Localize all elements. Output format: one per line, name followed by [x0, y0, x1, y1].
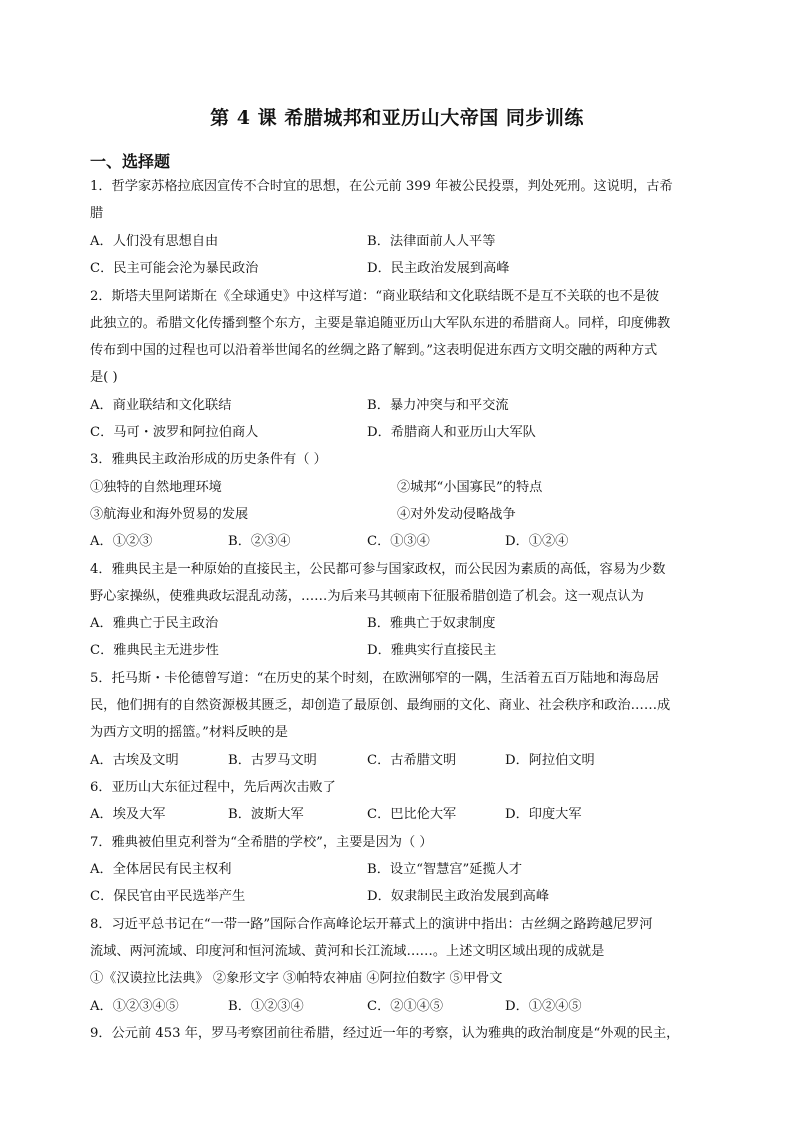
q6-stem-line: 6．亚历山大东征过程中，先后两次击败了 [90, 780, 336, 795]
q9-stem-line: 9．公元前 453 年，罗马考察团前往希腊，经过近一年的考察，认为雅典的政治制度是“外观的民主， [90, 1026, 680, 1041]
q3-condition-3: ③航海业和海外贸易的发展 [90, 507, 249, 522]
q2-option-a: A．商业联结和文化联结 [90, 398, 232, 413]
q3-condition-4: ④对外发动侵略战争 [397, 507, 516, 522]
q1-stem-line: 腊 [90, 206, 104, 221]
q3-stem-line: 3．雅典民主政治形成的历史条件有（ ） [90, 452, 327, 467]
q5-stem-line: 为西方文明的摇篮。”材料反映的是 [90, 725, 288, 740]
q1-option-a: A．人们没有思想自由 [90, 234, 219, 249]
q6-option-a: A．埃及大军 [90, 807, 166, 822]
q2-option-b: B．暴力冲突与和平交流 [367, 398, 509, 413]
q4-option-d: D．雅典实行直接民主 [367, 643, 497, 658]
q2-option-d: D．希腊商人和亚历山大军队 [367, 425, 536, 440]
q2-stem-line: 是( ) [90, 370, 118, 385]
q4-option-c: C．雅典民主无进步性 [90, 643, 219, 658]
q8-option-d: D．①②④⑤ [505, 999, 582, 1014]
q4-stem-line: 野心家操纵，使雅典政坛混乱动荡，……为后来马其顿南下征服希腊创造了机会。这一观点认为 [90, 589, 644, 604]
section-heading: 一、选择题 [90, 152, 171, 171]
q1-option-c: C．民主可能会沦为暴民政治 [90, 261, 259, 276]
q6-option-d: D．印度大军 [505, 807, 582, 822]
q7-stem-line: 7．雅典被伯里克利誉为“全希腊的学校”，主要是因为（ ） [90, 835, 433, 850]
q3-option-b: B．②③④ [228, 534, 291, 549]
q5-option-b: B．古罗马文明 [228, 753, 317, 768]
q4-option-a: A．雅典亡于民主政治 [90, 616, 219, 631]
q2-stem-line: 此独立的。希腊文化传播到整个东方，主要是靠追随亚历山大军队东进的希腊商人。同样，印度佛教 [90, 316, 671, 331]
q8-stem-line: ①《汉谟拉比法典》 ②象形文字 ③帕特农神庙 ④阿拉伯数字 ⑤甲骨文 [90, 971, 503, 986]
q5-option-d: D．阿拉伯文明 [505, 753, 595, 768]
q8-option-c: C．②①④⑤ [367, 999, 444, 1014]
q7-option-a: A．全体居民有民主权利 [90, 862, 232, 877]
q2-option-c: C．马可・波罗和阿拉伯商人 [90, 425, 259, 440]
q8-stem-line: 流域、两河流域、印度河和恒河流域、黄河和长江流域……。上述文明区域出现的成就是 [90, 944, 605, 959]
q4-stem-line: 4．雅典民主是一种原始的直接民主，公民都可参与国家政权，而公民因为素质的高低，容易为少数 [90, 562, 666, 577]
q1-option-d: D．民主政治发展到高峰 [367, 261, 510, 276]
q6-option-b: B．波斯大军 [228, 807, 304, 822]
q3-option-a: A．①②③ [90, 534, 153, 549]
q3-option-c: C．①③④ [367, 534, 430, 549]
q3-condition-1: ①独特的自然地理环境 [90, 480, 222, 495]
q1-stem-line: 1．哲学家苏格拉底因宣传不合时宜的思想，在公元前 399 年被公民投票，判处死刑。这说明，古希 [90, 179, 673, 194]
q3-option-d: D．①②④ [505, 534, 569, 549]
q3-condition-2: ②城邦“小国寡民”的特点 [397, 480, 543, 495]
q6-option-c: C．巴比伦大军 [367, 807, 457, 822]
q1-option-b: B．法律面前人人平等 [367, 234, 496, 249]
q5-option-a: A．古埃及文明 [90, 753, 179, 768]
q7-option-c: C．保民官由平民选举产生 [90, 889, 246, 904]
q8-stem-line: 8．习近平总书记在“一带一路”国际合作高峰论坛开幕式上的演讲中指出：古丝绸之路跨越尼罗河 [90, 917, 653, 932]
page-title: 第 4 课 希腊城邦和亚历山大帝国 同步训练 [210, 107, 584, 129]
q5-stem-line: 民，他们拥有的自然资源极其匮乏，却创造了最原创、最绚丽的文化、商业、社会秩序和政治……成 [90, 698, 671, 713]
q4-option-b: B．雅典亡于奴隶制度 [367, 616, 496, 631]
q2-stem-line: 2．斯塔夫里阿诺斯在《全球通史》中这样写道：“商业联结和文化联结既不是互不关联的也不是彼 [90, 289, 660, 304]
q5-stem-line: 5．托马斯・卡伦德曾写道：“在历史的某个时刻，在欧洲郇窄的一隅，生活着五百万陆地和海岛居 [90, 671, 660, 686]
q7-option-b: B．设立“智慧宫”延揽人才 [367, 862, 523, 877]
q7-option-d: D．奴隶制民主政治发展到高峰 [367, 889, 550, 904]
q5-option-c: C．古希腊文明 [367, 753, 457, 768]
q2-stem-line: 传布到中国的过程也可以沿着举世闻名的丝绸之路了解到。”这表明促进东西方文明交融的两种方式 [90, 343, 658, 358]
q8-option-b: B．①②③④ [228, 999, 304, 1014]
q8-option-a: A．①②③④⑤ [90, 999, 179, 1014]
